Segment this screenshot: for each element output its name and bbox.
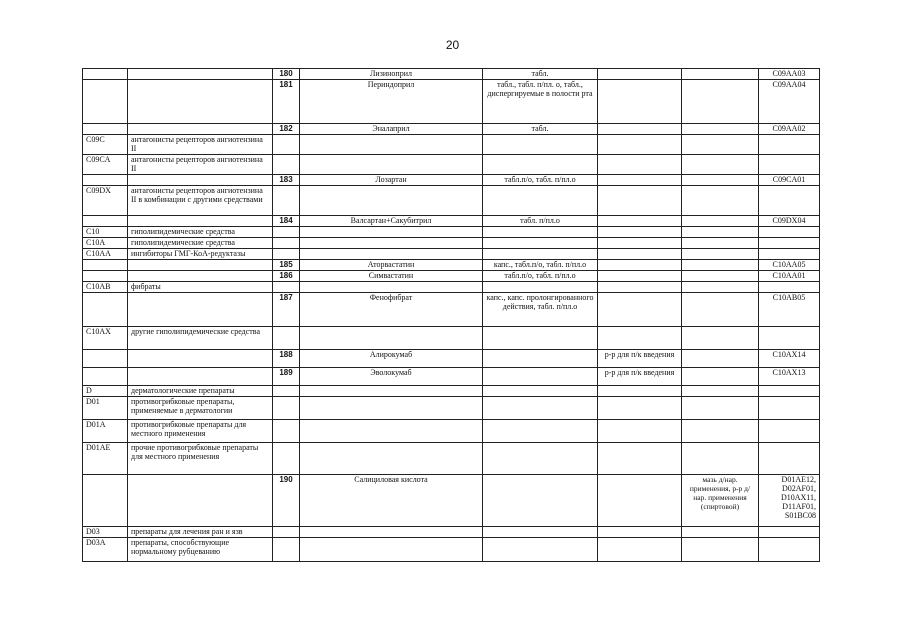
table-row — [83, 397, 820, 420]
item-number-cell — [273, 527, 300, 538]
dosage-form-cell: табл. — [483, 124, 598, 135]
table-row — [83, 80, 820, 124]
drug-name-cell: Периндоприл — [300, 80, 483, 124]
drug-name-cell — [300, 327, 483, 350]
dosage-form-extra-cell — [598, 386, 682, 397]
dosage-form-cell: капс., капс. пролонгированного действия, табл. п/пл.о — [483, 293, 598, 327]
dosage-form-cell — [483, 527, 598, 538]
drug-atc-cell — [759, 420, 820, 443]
pharm-group-cell: препараты для лечения ран и язв — [128, 527, 273, 538]
drug-atc-cell — [759, 135, 820, 155]
dosage-form-topical-cell — [682, 527, 759, 538]
drug-name-cell: Алирокумаб — [300, 350, 483, 368]
drug-atc-cell — [759, 238, 820, 249]
pharm-group-cell — [128, 368, 273, 386]
atc-code-cell — [83, 69, 128, 80]
dosage-form-topical-cell — [682, 368, 759, 386]
drug-atc-cell — [759, 227, 820, 238]
table-row — [83, 135, 820, 155]
dosage-form-topical-cell — [682, 538, 759, 562]
pharm-group-cell — [128, 260, 273, 271]
atc-code-cell: D03 — [83, 527, 128, 538]
item-number-cell — [273, 249, 300, 260]
dosage-form-extra-cell — [598, 249, 682, 260]
drug-atc-cell: C09AA04 — [759, 80, 820, 124]
atc-code-cell: C10 — [83, 227, 128, 238]
table-row — [83, 175, 820, 186]
dosage-form-extra-cell — [598, 80, 682, 124]
pharm-group-cell: антагонисты рецепторов ангиотензина II — [128, 155, 273, 175]
drug-atc-cell — [759, 249, 820, 260]
pharm-group-cell: гиполипидемические средства — [128, 238, 273, 249]
dosage-form-cell — [483, 155, 598, 175]
dosage-form-extra-cell — [598, 475, 682, 527]
dosage-form-extra-cell — [598, 135, 682, 155]
dosage-form-extra-cell: р-р для п/к введения — [598, 350, 682, 368]
atc-code-cell — [83, 260, 128, 271]
drug-atc-cell: D01AE12, D02AF01, D10AX11, D11AF01, S01BC08 — [759, 475, 820, 527]
item-number-cell — [273, 386, 300, 397]
drug-register-table — [82, 68, 820, 562]
table-row — [83, 155, 820, 175]
table-row — [83, 527, 820, 538]
dosage-form-topical-cell — [682, 397, 759, 420]
pharm-group-cell: антагонисты рецепторов ангиотензина II в комбинации с другими средствами — [128, 186, 273, 216]
dosage-form-cell — [483, 386, 598, 397]
dosage-form-extra-cell — [598, 282, 682, 293]
dosage-form-topical-cell — [682, 260, 759, 271]
drug-atc-cell — [759, 397, 820, 420]
pharm-group-cell: фибраты — [128, 282, 273, 293]
dosage-form-extra-cell — [598, 175, 682, 186]
pharm-group-cell: противогрибковые препараты для местного применения — [128, 420, 273, 443]
table-row — [83, 238, 820, 249]
pharm-group-cell: другие гиполипидемические средства — [128, 327, 273, 350]
item-number-cell — [273, 238, 300, 249]
atc-code-cell — [83, 350, 128, 368]
pharm-group-cell — [128, 216, 273, 227]
dosage-form-cell — [483, 249, 598, 260]
atc-code-cell: D01 — [83, 397, 128, 420]
pharm-group-cell: противогрибковые препараты, применяемые в дерматологии — [128, 397, 273, 420]
item-number-cell — [273, 327, 300, 350]
drug-name-cell — [300, 420, 483, 443]
table-row — [83, 260, 820, 271]
dosage-form-cell — [483, 327, 598, 350]
atc-code-cell — [83, 368, 128, 386]
drug-name-cell: Салициловая кислота — [300, 475, 483, 527]
dosage-form-topical-cell — [682, 282, 759, 293]
dosage-form-extra-cell — [598, 538, 682, 562]
drug-atc-cell: C10AA01 — [759, 271, 820, 282]
item-number-cell: 190 — [273, 475, 300, 527]
dosage-form-extra-cell — [598, 186, 682, 216]
drug-name-cell — [300, 282, 483, 293]
atc-code-cell — [83, 475, 128, 527]
dosage-form-cell — [483, 135, 598, 155]
drug-atc-cell — [759, 386, 820, 397]
drug-name-cell: Валсартан+Сакубитрил — [300, 216, 483, 227]
dosage-form-cell — [483, 420, 598, 443]
dosage-form-topical-cell: мазь д/нар. применения, р-р д/нар. применения (спиртовой) — [682, 475, 759, 527]
drug-name-cell: Аторвастатин — [300, 260, 483, 271]
table-row — [83, 386, 820, 397]
item-number-cell — [273, 186, 300, 216]
table-row — [83, 475, 820, 527]
dosage-form-topical-cell — [682, 155, 759, 175]
item-number-cell — [273, 397, 300, 420]
dosage-form-cell — [483, 443, 598, 475]
dosage-form-cell: табл.п/о, табл. п/пл.о — [483, 271, 598, 282]
drug-atc-cell: C10AX13 — [759, 368, 820, 386]
drug-atc-cell: C09DX04 — [759, 216, 820, 227]
item-number-cell: 181 — [273, 80, 300, 124]
drug-name-cell: Лизиноприл — [300, 69, 483, 80]
dosage-form-topical-cell — [682, 227, 759, 238]
dosage-form-extra-cell — [598, 271, 682, 282]
table-row — [83, 186, 820, 216]
dosage-form-cell — [483, 368, 598, 386]
drug-atc-cell — [759, 527, 820, 538]
table-row — [83, 124, 820, 135]
atc-code-cell: D01AE — [83, 443, 128, 475]
item-number-cell: 187 — [273, 293, 300, 327]
dosage-form-extra-cell — [598, 327, 682, 350]
atc-code-cell: C10AX — [83, 327, 128, 350]
atc-code-cell: C09DX — [83, 186, 128, 216]
pharm-group-cell — [128, 293, 273, 327]
drug-atc-cell — [759, 443, 820, 475]
item-number-cell — [273, 155, 300, 175]
item-number-cell: 189 — [273, 368, 300, 386]
drug-name-cell — [300, 538, 483, 562]
pharm-group-cell — [128, 350, 273, 368]
dosage-form-cell — [483, 282, 598, 293]
dosage-form-extra-cell — [598, 420, 682, 443]
dosage-form-topical-cell — [682, 386, 759, 397]
drug-atc-cell — [759, 186, 820, 216]
dosage-form-extra-cell — [598, 227, 682, 238]
item-number-cell: 180 — [273, 69, 300, 80]
drug-name-cell: Эволокумаб — [300, 368, 483, 386]
atc-code-cell: C09C — [83, 135, 128, 155]
dosage-form-topical-cell — [682, 124, 759, 135]
atc-code-cell — [83, 293, 128, 327]
pharm-group-cell — [128, 271, 273, 282]
item-number-cell — [273, 227, 300, 238]
pharm-group-cell: гиполипидемические средства — [128, 227, 273, 238]
item-number-cell — [273, 443, 300, 475]
drug-name-cell: Лозартан — [300, 175, 483, 186]
atc-code-cell — [83, 175, 128, 186]
dosage-form-topical-cell — [682, 420, 759, 443]
drug-name-cell — [300, 443, 483, 475]
atc-code-cell: C09CA — [83, 155, 128, 175]
dosage-form-topical-cell — [682, 238, 759, 249]
table-row — [83, 293, 820, 327]
dosage-form-extra-cell — [598, 238, 682, 249]
dosage-form-cell — [483, 538, 598, 562]
dosage-form-extra-cell — [598, 443, 682, 475]
drug-name-cell — [300, 186, 483, 216]
pharm-group-cell — [128, 475, 273, 527]
drug-name-cell: Фенофибрат — [300, 293, 483, 327]
item-number-cell: 183 — [273, 175, 300, 186]
dosage-form-extra-cell — [598, 69, 682, 80]
dosage-form-topical-cell — [682, 69, 759, 80]
item-number-cell: 182 — [273, 124, 300, 135]
item-number-cell — [273, 282, 300, 293]
pharm-group-cell — [128, 80, 273, 124]
dosage-form-topical-cell — [682, 350, 759, 368]
atc-code-cell — [83, 271, 128, 282]
pharm-group-cell — [128, 124, 273, 135]
dosage-form-extra-cell — [598, 216, 682, 227]
atc-code-cell: C10AB — [83, 282, 128, 293]
dosage-form-topical-cell — [682, 216, 759, 227]
drug-name-cell — [300, 397, 483, 420]
atc-code-cell: D — [83, 386, 128, 397]
dosage-form-topical-cell — [682, 327, 759, 350]
dosage-form-extra-cell — [598, 293, 682, 327]
dosage-form-cell: табл., табл. п/пл. о, табл., диспергируемые в полости рта — [483, 80, 598, 124]
pharm-group-cell — [128, 69, 273, 80]
atc-code-cell: D01A — [83, 420, 128, 443]
drug-name-cell: Симвастатин — [300, 271, 483, 282]
table-row — [83, 368, 820, 386]
pharm-group-cell — [128, 175, 273, 186]
item-number-cell: 188 — [273, 350, 300, 368]
drug-name-cell — [300, 527, 483, 538]
dosage-form-cell: табл. п/пл.о — [483, 216, 598, 227]
atc-code-cell: D03A — [83, 538, 128, 562]
atc-code-cell: C10AA — [83, 249, 128, 260]
table-row — [83, 216, 820, 227]
dosage-form-extra-cell — [598, 260, 682, 271]
drug-atc-cell — [759, 282, 820, 293]
page-number: 20 — [445, 38, 460, 52]
dosage-form-extra-cell — [598, 527, 682, 538]
pharm-group-cell: прочие противогрибковые препараты для местного применения — [128, 443, 273, 475]
table-row — [83, 282, 820, 293]
dosage-form-topical-cell — [682, 293, 759, 327]
drug-name-cell: Эналаприл — [300, 124, 483, 135]
table-body — [83, 69, 820, 562]
pharm-group-cell: антагонисты рецепторов ангиотензина II — [128, 135, 273, 155]
drug-name-cell — [300, 155, 483, 175]
dosage-form-cell — [483, 186, 598, 216]
dosage-form-topical-cell — [682, 80, 759, 124]
table-row — [83, 69, 820, 80]
pharm-group-cell: ингибиторы ГМГ-КоА-редуктазы — [128, 249, 273, 260]
drug-atc-cell: C09CA01 — [759, 175, 820, 186]
drug-atc-cell: C09AA02 — [759, 124, 820, 135]
dosage-form-extra-cell — [598, 397, 682, 420]
dosage-form-cell: табл. — [483, 69, 598, 80]
drug-name-cell — [300, 135, 483, 155]
drug-atc-cell: C10AX14 — [759, 350, 820, 368]
item-number-cell: 184 — [273, 216, 300, 227]
dosage-form-extra-cell — [598, 155, 682, 175]
dosage-form-topical-cell — [682, 443, 759, 475]
drug-atc-cell: C10AB05 — [759, 293, 820, 327]
pharm-group-cell: препараты, способствующие нормальному рубцеванию — [128, 538, 273, 562]
item-number-cell: 186 — [273, 271, 300, 282]
dosage-form-topical-cell — [682, 271, 759, 282]
drug-name-cell — [300, 227, 483, 238]
dosage-form-topical-cell — [682, 186, 759, 216]
drug-name-cell — [300, 238, 483, 249]
atc-code-cell — [83, 124, 128, 135]
drug-name-cell — [300, 249, 483, 260]
dosage-form-cell: капс., табл.п/о, табл. п/пл.о — [483, 260, 598, 271]
atc-code-cell: C10A — [83, 238, 128, 249]
item-number-cell: 185 — [273, 260, 300, 271]
table-row — [83, 271, 820, 282]
table-row — [83, 350, 820, 368]
drug-atc-cell — [759, 155, 820, 175]
dosage-form-extra-cell: р-р для п/к введения — [598, 368, 682, 386]
dosage-form-cell — [483, 475, 598, 527]
dosage-form-extra-cell — [598, 124, 682, 135]
dosage-form-cell — [483, 238, 598, 249]
table-row — [83, 327, 820, 350]
drug-atc-cell — [759, 538, 820, 562]
atc-code-cell — [83, 216, 128, 227]
dosage-form-topical-cell — [682, 135, 759, 155]
table-row — [83, 538, 820, 562]
dosage-form-cell — [483, 227, 598, 238]
pharm-group-cell: дерматологические препараты — [128, 386, 273, 397]
atc-code-cell — [83, 80, 128, 124]
item-number-cell — [273, 538, 300, 562]
dosage-form-topical-cell — [682, 175, 759, 186]
dosage-form-topical-cell — [682, 249, 759, 260]
drug-name-cell — [300, 386, 483, 397]
drug-atc-cell: C10AA05 — [759, 260, 820, 271]
table-row — [83, 420, 820, 443]
dosage-form-cell: табл.п/о, табл. п/пл.о — [483, 175, 598, 186]
dosage-form-cell — [483, 350, 598, 368]
table-row — [83, 443, 820, 475]
drug-atc-cell: C09AA03 — [759, 69, 820, 80]
table-row — [83, 227, 820, 238]
item-number-cell — [273, 135, 300, 155]
table-row — [83, 249, 820, 260]
dosage-form-cell — [483, 397, 598, 420]
item-number-cell — [273, 420, 300, 443]
drug-atc-cell — [759, 327, 820, 350]
